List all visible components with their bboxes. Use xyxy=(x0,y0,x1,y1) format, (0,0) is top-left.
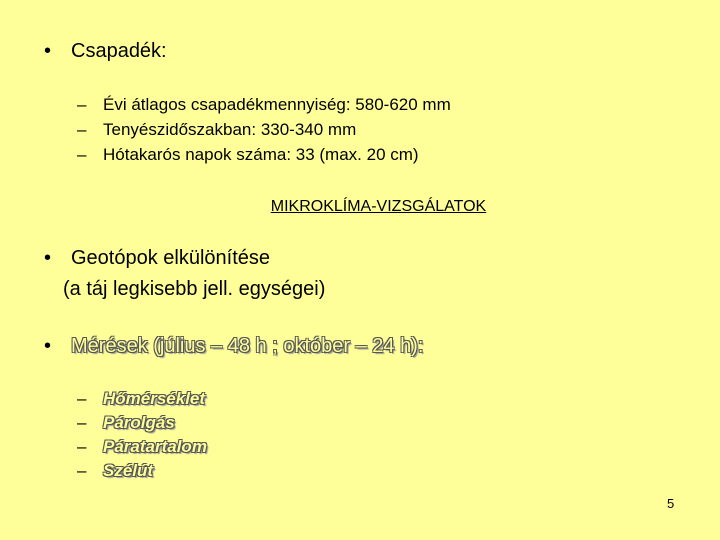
page-number: 5 xyxy=(667,496,675,511)
bullet-geotopok xyxy=(44,247,270,270)
bullet-meresek xyxy=(44,335,423,358)
measure-item-parolgas xyxy=(77,413,175,433)
measure-item-szelut xyxy=(77,461,153,481)
measure-item-text: Páratartalom xyxy=(103,437,207,456)
sub-item-text: Hótakarós napok száma: 33 (max. 20 cm) xyxy=(103,145,419,164)
measure-item-text: Szélút xyxy=(103,461,154,480)
dash-glyph: – xyxy=(77,437,87,456)
dash-glyph: – xyxy=(77,120,87,139)
sub-item-tenyesz xyxy=(77,120,356,140)
sub-item-evi xyxy=(77,95,451,115)
sub-item-hotakaros xyxy=(77,145,419,165)
dash-glyph: – xyxy=(77,389,87,408)
geotopok-line2: (a táj legkisebb jell. egységei) xyxy=(63,278,326,300)
dash-glyph: – xyxy=(77,461,87,480)
bullet-glyph: • xyxy=(44,335,52,357)
meresek-heading: Mérések (július – 48 h ; október – 24 h): xyxy=(71,335,424,357)
bullet-glyph: • xyxy=(44,247,52,269)
dash-glyph: – xyxy=(77,95,87,114)
measure-item-paratartalom xyxy=(77,437,207,457)
geotopok-line2-row xyxy=(63,278,325,301)
measure-item-homerseklet xyxy=(77,389,205,409)
geotopok-line1: Geotópok elkülönítése xyxy=(71,247,271,269)
csapadek-heading: Csapadék: xyxy=(71,40,167,62)
mikroklima-heading-text: MIKROKLÍMA-VIZSGÁLATOK xyxy=(270,198,487,215)
measure-item-text: Hőmérséklet xyxy=(103,389,206,408)
sub-item-text: Évi átlagos csapadékmennyiség: 580-620 mm xyxy=(103,95,451,114)
bullet-glyph: • xyxy=(44,40,52,62)
sub-item-text: Tenyészidőszakban: 330-340 mm xyxy=(103,120,357,139)
mikroklima-heading xyxy=(0,198,720,216)
measure-item-text: Párolgás xyxy=(103,413,175,432)
dash-glyph: – xyxy=(77,145,87,164)
dash-glyph: – xyxy=(77,413,87,432)
bullet-csapadek xyxy=(44,40,167,63)
